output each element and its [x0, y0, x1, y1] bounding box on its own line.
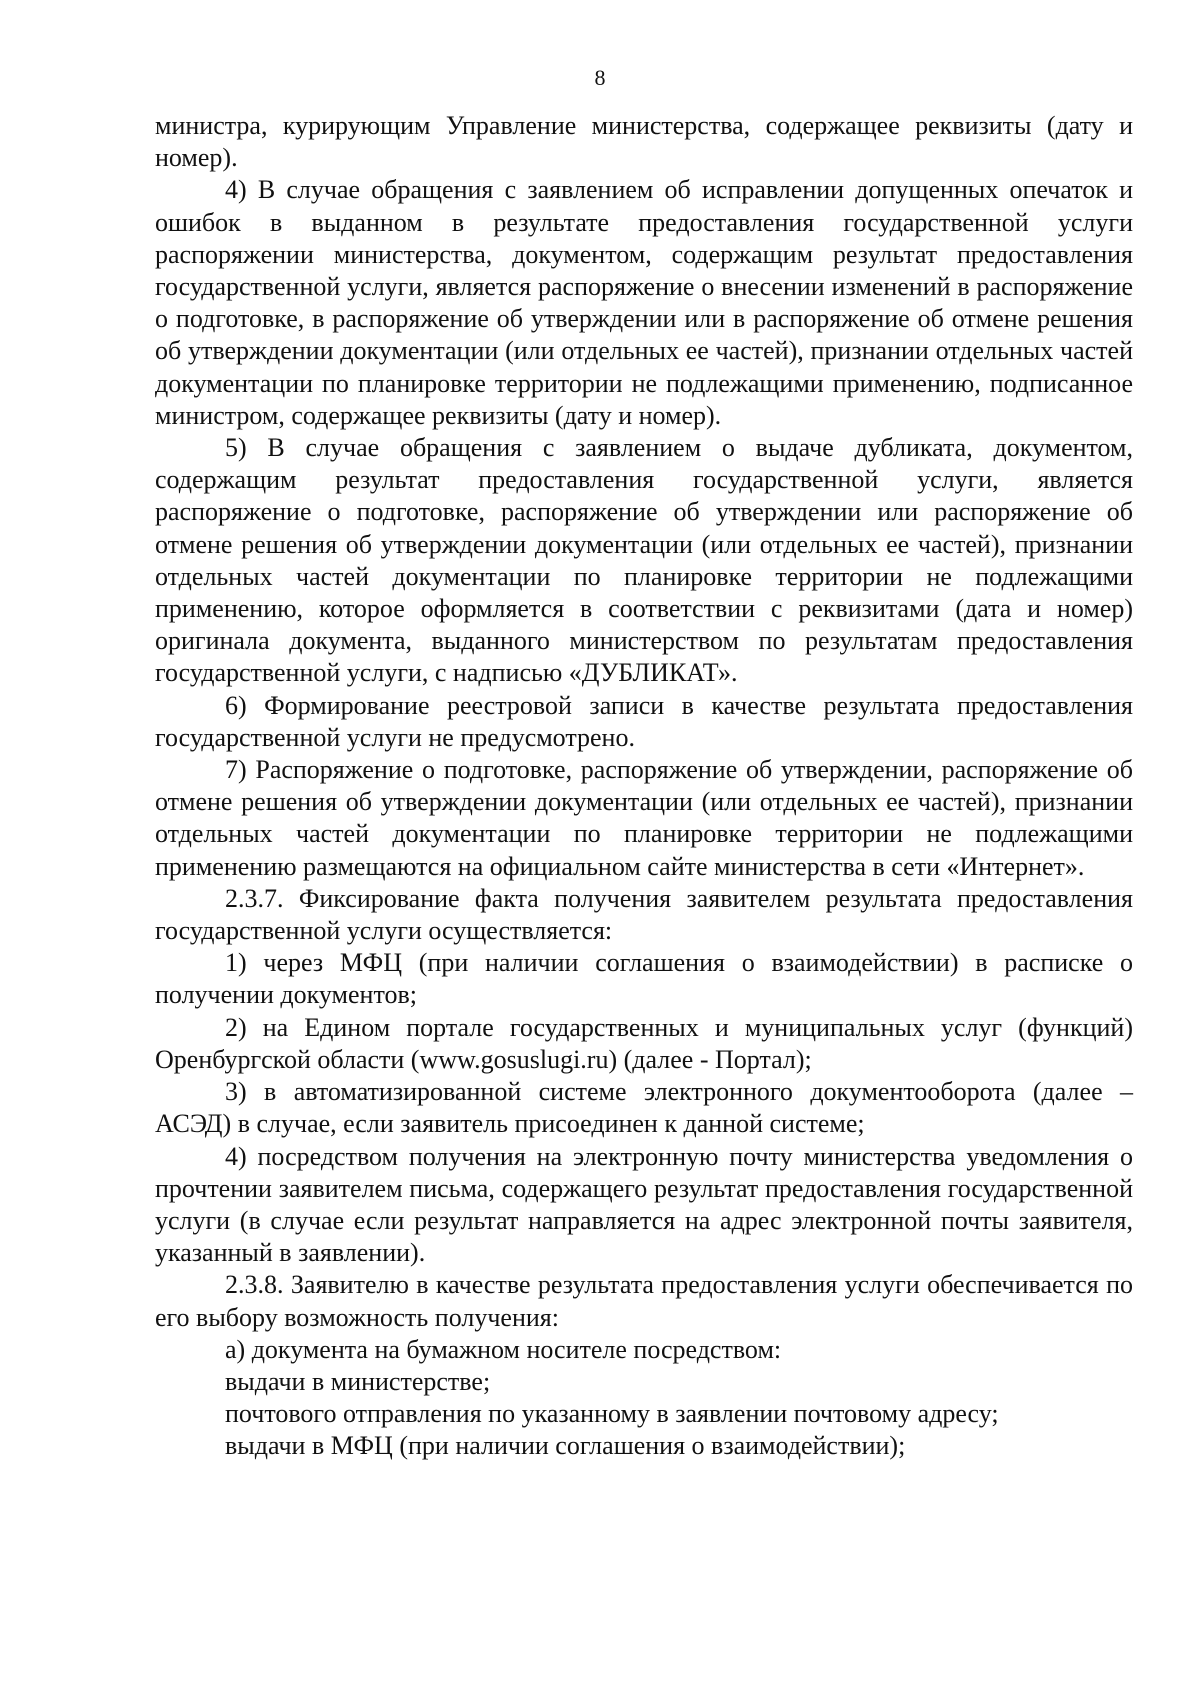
paragraph-2-3-7-item-1: 1) через МФЦ (при наличии соглашения о взаимодействии) в расписке о получении документов;	[155, 948, 1133, 1010]
paragraph-item-5: 5) В случае обращения с заявлением о выдаче дубликата, документом, содержащим результат предоставления государственной услуги, является распоряжение о подготовке, распоряжение об утверждении или распоряжение об отмене решения об утверждении документации (или отдельных ее частей), признании отдельных частей документации по планировке территории не подлежащими применению, которое оформляется в соответствии с реквизитами (дата и номер) оригинала документа, выданного министерством по результатам предоставления государственной услуги, с надписью «ДУБЛИКАТ».	[155, 433, 1133, 688]
document-body	[155, 110, 1133, 1463]
paragraph-2-3-7: 2.3.7. Фиксирование факта получения заявителем результата предоставления государственной услуги осуществляется:	[155, 883, 1133, 946]
paragraph-2-3-7-item-2: 2) на Едином портале государственных и муниципальных услуг (функций) Оренбургской области (www.gosuslugi.ru) (далее - Портал);	[155, 1012, 1133, 1074]
paragraph-delivery-post: почтового отправления по указанному в заявлении почтовому адресу;	[225, 1399, 999, 1429]
paragraph-delivery-mfc: выдачи в МФЦ (при наличии соглашения о взаимодействии);	[225, 1431, 906, 1461]
paragraph-2-3-7-item-3: 3) в автоматизированной системе электронного документооборота (далее – АСЭД) в случае, если заявитель присоединен к данной системе;	[155, 1077, 1133, 1139]
page-number: 8	[594, 65, 606, 90]
paragraph-item-6: 6) Формирование реестровой записи в качестве результата предоставления государственной услуги не предусмотрено.	[155, 690, 1133, 752]
paragraph-item-7: 7) Распоряжение о подготовке, распоряжение об утверждении, распоряжение об отмене решения об утверждении документации (или отдельных ее частей), признании отдельных частей документации по планировке территории не подлежащими применению размещаются на официальном сайте министерства в сети «Интернет».	[155, 755, 1133, 881]
paragraph-item-4: 4) В случае обращения с заявлением об исправлении допущенных опечаток и ошибок в выданном в результате предоставления государственной услуги распоряжении министерства, документом, содержащим результат предоставления государственной услуги, является распоряжение о внесении изменений в распоряжение о подготовке, в распоряжение об утверждении или в распоряжение об отмене решения об утверждении документации (или отдельных ее частей), признании отдельных частей документации по планировке территории не подлежащими применению, подписанное министром, содержащее реквизиты (дату и номер).	[155, 175, 1133, 430]
paragraph-2-3-8: 2.3.8. Заявителю в качестве результата предоставления услуги обеспечивается по его выбору возможность получения:	[155, 1270, 1133, 1332]
paragraph-continuation: министра, курирующим Управление министерства, содержащее реквизиты (дату и номер).	[155, 111, 1133, 173]
paragraph-delivery-ministry: выдачи в министерстве;	[225, 1366, 491, 1396]
paragraph-2-3-8-item-a: а) документа на бумажном носителе посредством:	[225, 1334, 782, 1364]
paragraph-2-3-7-item-4: 4) посредством получения на электронную почту министерства уведомления о прочтении заявителем письма, содержащего результат предоставления государственной услуги (в случае если результат направляется на адрес электронной почты заявителя, указанный в заявлении).	[155, 1141, 1133, 1268]
